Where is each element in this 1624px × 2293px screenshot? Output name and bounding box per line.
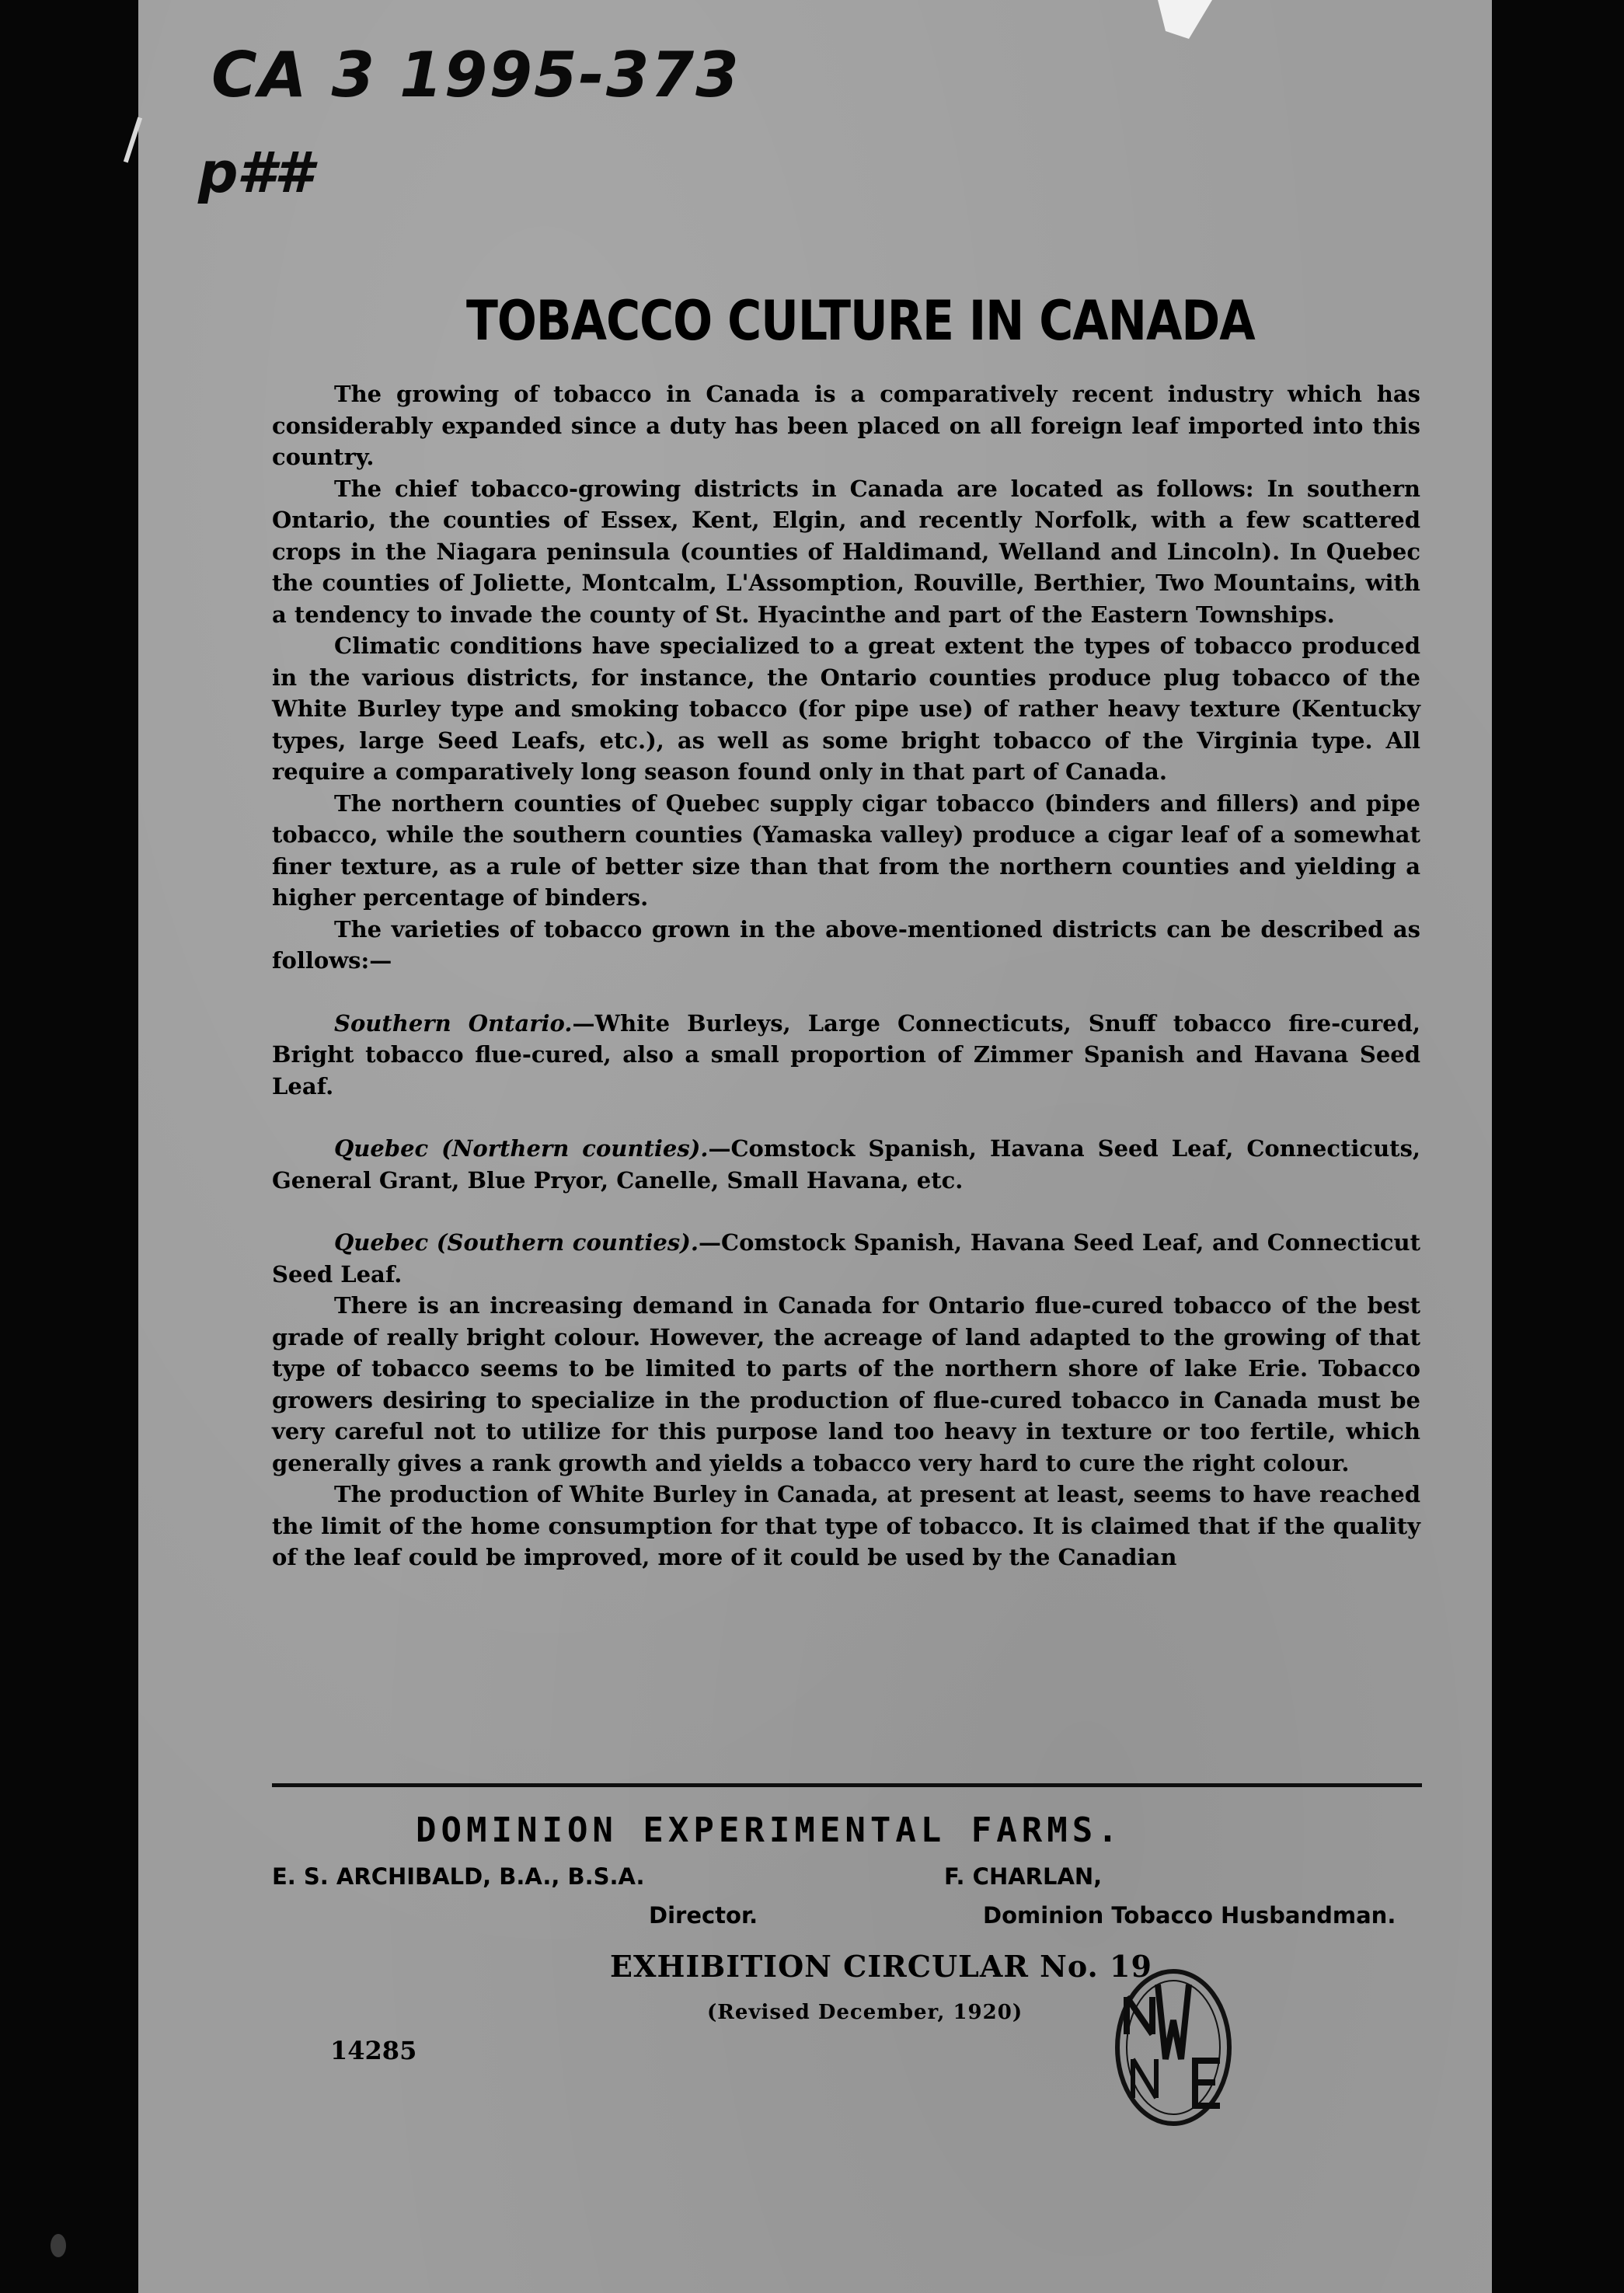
- paragraph: Climatic conditions have specialized to a great extent the types of tobacco produced in the various districts, for instance, the Ontario counties produce plug tobacco of the White Burley type and smoking tobacco (for pipe use) of rather heavy texture (Kentucky types, large Seed Leafs, etc.), as well as some bright tobacco of the Virginia type. All require a comparatively long season found only in that part of Canada.: [272, 632, 1420, 785]
- variety-southern-ontario: [272, 1008, 1420, 1103]
- scan-artifact: [1158, 0, 1212, 39]
- nwe-monogram-logo: [1110, 1966, 1238, 2129]
- variety-text: —Comstock Spanish, Havana Seed Leaf, Connecticuts, General Grant, Blue Pryor, Canelle, Small Havana, etc.: [272, 1135, 1420, 1194]
- handwritten-code: p##: [198, 140, 312, 205]
- paragraph: The chief tobacco-growing districts in Canada are located as follows: In southern Ontario, the counties of Essex, Kent, Elgin, and recently Norfolk, with a few scattered crops in the Niagara peninsula (counties of Haldimand, Welland and Lincoln). In Quebec the counties of Joliette, Montcalm, L'Assomption, Rouville, Berthier, Two Mountains, with a tendency to invade the county of St. Hyacinthe and part of the Eastern Townships.: [272, 475, 1420, 628]
- husbandman-name: F. CHARLAN,: [944, 1863, 1103, 1890]
- paragraph: The production of White Burley in Canada, at present at least, seems to have reached the limit of the home consumption for that type of tobacco. It is claimed that if the quality of the leaf could be improved, more of it could be used by the Canadian: [272, 1481, 1420, 1570]
- variety-text: —Comstock Spanish, Havana Seed Leaf, and Connecticut Seed Leaf.: [272, 1229, 1421, 1288]
- husbandman-role: Dominion Tobacco Husbandman.: [983, 1902, 1396, 1929]
- revision-date: (Revised December, 1920): [707, 2001, 1023, 2024]
- paragraph: The growing of tobacco in Canada is a comparatively recent industry which has considerably expanded since a duty has been placed on all foreign leaf imported into this country.: [272, 381, 1420, 470]
- paragraph: The northern counties of Quebec supply cigar tobacco (binders and fillers) and pipe tobacco, while the southern counties (Yamaska valley) produce a cigar leaf of a somewhat finer texture, as a rule of better size than that from the northern counties and yielding a higher percentage of binders.: [272, 789, 1420, 911]
- document-title: TOBACCO CULTURE IN CANADA: [466, 289, 1255, 354]
- scan-artifact: [47, 2230, 70, 2261]
- variety-label: Quebec (Southern counties).: [334, 1229, 699, 1256]
- handwritten-catalog-number: CA 3 1995-373: [211, 39, 741, 111]
- organization-name: DOMINION EXPERIMENTAL FARMS.: [416, 1810, 1123, 1850]
- print-number: 14285: [330, 2036, 417, 2065]
- footer-divider: [272, 1783, 1422, 1787]
- circular-number: EXHIBITION CIRCULAR No. 19: [610, 1949, 1152, 1984]
- document-body: [272, 378, 1420, 1573]
- variety-text: —White Burleys, Large Connecticuts, Snuff tobacco fire-cured, Bright tobacco flue-cured, also a small proportion of Zimmer Spanish and Havana Seed Leaf.: [272, 1009, 1420, 1099]
- variety-quebec-southern: [272, 1227, 1420, 1290]
- director-name: E. S. ARCHIBALD, B.A., B.S.A.: [272, 1863, 645, 1890]
- variety-quebec-northern: [272, 1133, 1420, 1196]
- variety-label: Southern Ontario.: [334, 1009, 573, 1037]
- variety-label: Quebec (Northern counties).: [334, 1135, 709, 1162]
- paragraph: The varieties of tobacco grown in the above-mentioned districts can be described as follows:—: [272, 915, 1420, 974]
- paragraph: There is an increasing demand in Canada for Ontario flue-cured tobacco of the best grade of really bright colour. However, the acreage of land adapted to the growing of that type of tobacco seems to be limited to parts of the northern shore of lake Erie. Tobacco growers desiring to specialize in the production of flue-cured tobacco in Canada must be very careful not to utilize for this purpose land too heavy in texture or too fertile, which generally gives a rank growth and yields a tobacco very hard to cure the right colour.: [272, 1292, 1420, 1476]
- director-role: Director.: [649, 1902, 758, 1929]
